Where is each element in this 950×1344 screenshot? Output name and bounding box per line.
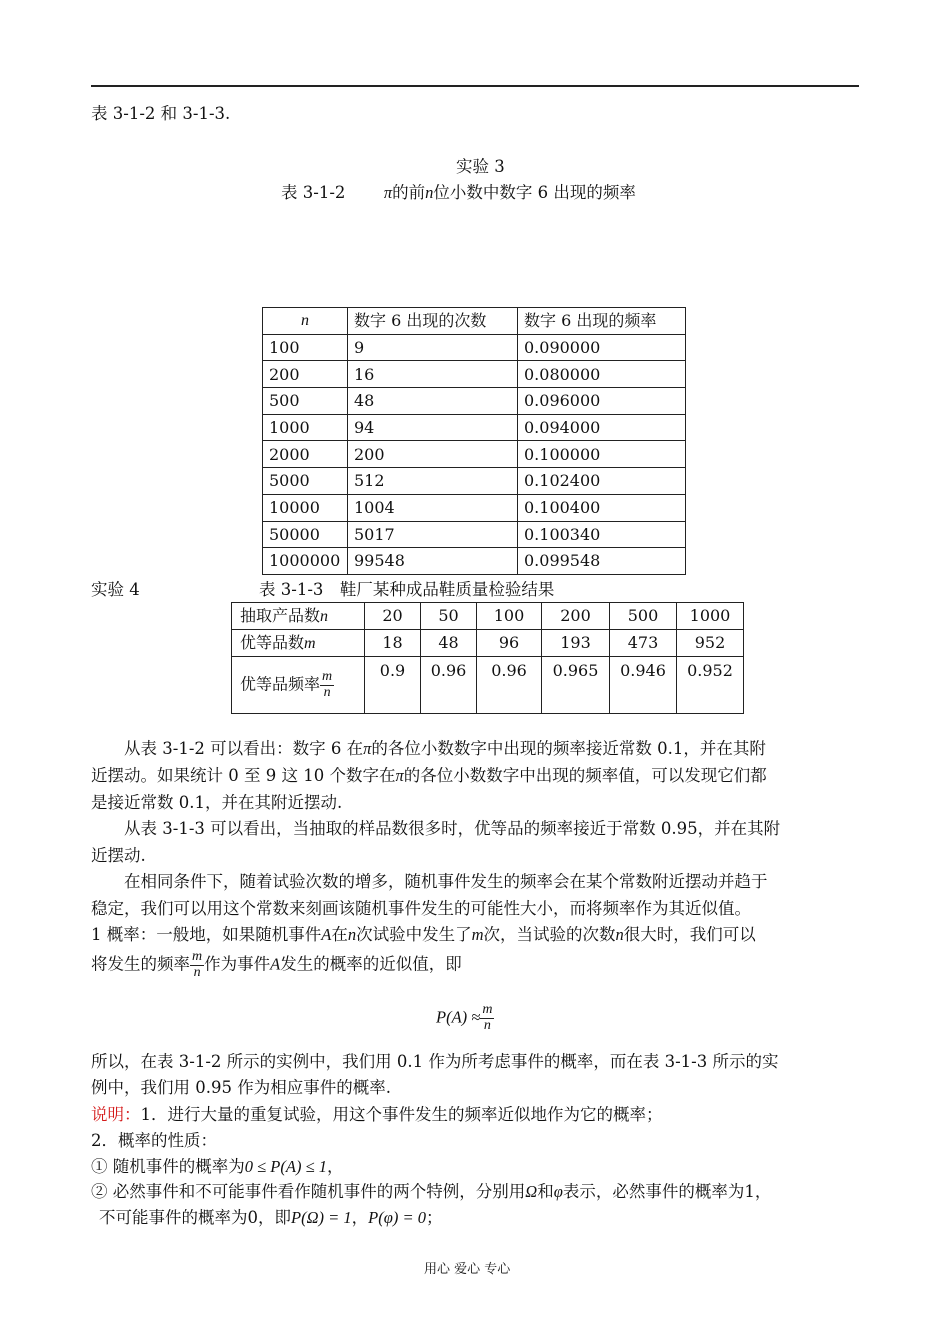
note-label: 说明： xyxy=(91,1105,141,1124)
text: 的各位小数数字中出现的频率接近常数 0.1，并在其附 xyxy=(371,739,766,758)
cell-value: 100 xyxy=(477,603,542,630)
header-count: 数字 6 出现的次数 xyxy=(348,308,518,335)
phi-symbol: φ xyxy=(553,1182,563,1201)
cell-frequency: 0.100340 xyxy=(518,521,686,548)
table-row xyxy=(263,441,686,468)
cell-count: 48 xyxy=(348,388,518,415)
cell-value: 0.96 xyxy=(477,657,542,714)
cell-value: 0.96 xyxy=(421,657,477,714)
cell-frequency: 0.090000 xyxy=(518,334,686,361)
table-row xyxy=(232,630,744,657)
table-row xyxy=(263,521,686,548)
cell-frequency: 0.080000 xyxy=(518,361,686,388)
paragraph-line: 在相同条件下，随着试验次数的增多，随机事件发生的频率会在某个常数附近摆动并趋于 xyxy=(124,872,768,891)
table-row xyxy=(232,603,744,630)
probability-range: 0 ≤ P(A) ≤ 1 xyxy=(244,1157,328,1176)
paragraph-line xyxy=(91,766,861,786)
label-text: 抽取产品数 xyxy=(240,605,321,625)
cell-count: 512 xyxy=(348,468,518,495)
text: 和 xyxy=(537,1182,554,1201)
label-text: 优等品数 xyxy=(240,632,305,652)
formula-lhs: P(A) ≈ xyxy=(436,1007,481,1027)
paragraph-line: 例中，我们用 0.95 作为相应事件的概率. xyxy=(91,1078,391,1097)
fraction-numerator: m xyxy=(192,949,203,964)
text: 发生的概率的近似值，即 xyxy=(280,954,462,974)
n-variable: n xyxy=(615,925,624,944)
A-variable: A xyxy=(270,954,281,974)
text: 将发生的频率 xyxy=(91,954,190,974)
text: 不可能事件的概率为 xyxy=(99,1208,248,1227)
cell-value: 0.965 xyxy=(542,657,610,714)
cell-value: 0.946 xyxy=(610,657,677,714)
row-label-quality-count xyxy=(232,630,365,657)
text: ① 随机事件的概率为 xyxy=(91,1157,245,1176)
text: 表示，必然事件的概率为 xyxy=(562,1182,745,1201)
cell-value: 1000 xyxy=(677,603,744,630)
fraction-denominator: n xyxy=(193,964,201,980)
fraction-numerator: m xyxy=(322,668,333,684)
text: ； xyxy=(425,1208,443,1227)
pi-symbol: π xyxy=(383,183,393,202)
header-n: n xyxy=(263,308,348,335)
cell-frequency: 0.100000 xyxy=(518,441,686,468)
text: 的各位小数数字中出现的频率值，可以发现它们都 xyxy=(403,766,767,785)
text: 近摆动。如果统计 0 至 9 这 10 个数字在 xyxy=(91,766,396,785)
fraction-numerator: m xyxy=(482,1002,493,1017)
fraction-denominator: n xyxy=(323,684,331,700)
table-row xyxy=(263,494,686,521)
cell-n: 1000000 xyxy=(263,548,348,575)
table1-caption xyxy=(281,183,636,203)
cell-n: 2000 xyxy=(263,441,348,468)
cell-frequency: 0.100400 xyxy=(518,494,686,521)
pi-symbol: π xyxy=(395,766,404,785)
cell-n: 5000 xyxy=(263,468,348,495)
paragraph-line: 所以，在表 3-1-2 所示的实例中，我们用 0.1 作为所考虑事件的概率，而在表 3-1-3 所示的实 xyxy=(91,1052,779,1071)
text: ，即 xyxy=(258,1208,291,1227)
text: ， xyxy=(754,1182,772,1201)
cell-frequency: 0.099548 xyxy=(518,548,686,575)
m-over-n-fraction xyxy=(190,950,204,980)
cell-count: 9 xyxy=(348,334,518,361)
cell-count: 5017 xyxy=(348,521,518,548)
property-line xyxy=(91,1182,861,1202)
m-over-n-fraction xyxy=(320,670,334,700)
text: 1 概率：一般地，如果随机事件 xyxy=(91,925,322,944)
paragraph-line: 近摆动. xyxy=(91,846,146,865)
table-row xyxy=(263,334,686,361)
text: 1．进行大量的重复试验，用这个事件发生的频率近似地作为它的概率； xyxy=(140,1105,663,1124)
cell-frequency: 0.096000 xyxy=(518,388,686,415)
cell-n: 100 xyxy=(263,334,348,361)
definition-line xyxy=(91,925,861,945)
omega-symbol: Ω xyxy=(525,1182,538,1201)
row-label-quality-frequency xyxy=(232,657,365,714)
cell-frequency: 0.102400 xyxy=(518,468,686,495)
cell-value: 96 xyxy=(477,630,542,657)
cell-count: 16 xyxy=(348,361,518,388)
intro-line: 表 3-1-2 和 3-1-3. xyxy=(91,104,231,123)
cell-value: 473 xyxy=(610,630,677,657)
cell-count: 99548 xyxy=(348,548,518,575)
cell-value: 500 xyxy=(610,603,677,630)
text: 很大时，我们可以 xyxy=(623,925,756,944)
cell-value: 200 xyxy=(542,603,610,630)
A-variable: A xyxy=(321,925,332,944)
value-zero: 0 xyxy=(247,1208,258,1227)
cell-count: 94 xyxy=(348,414,518,441)
n-variable: n xyxy=(425,183,434,202)
property-line xyxy=(99,1208,869,1228)
caption-label: 表 3-1-2 xyxy=(281,183,346,202)
cell-n: 500 xyxy=(263,388,348,415)
n-variable: n xyxy=(347,925,357,944)
cell-value: 18 xyxy=(365,630,421,657)
cell-n: 200 xyxy=(263,361,348,388)
text: 作为事件 xyxy=(204,954,271,974)
value-one: 1 xyxy=(744,1182,755,1201)
table-row xyxy=(263,468,686,495)
probability-formula xyxy=(436,1003,494,1033)
paragraph-line: 是接近常数 0.1，并在其附近摆动. xyxy=(91,793,343,812)
table-row xyxy=(263,361,686,388)
page-footer: 用心 爱心 专心 xyxy=(424,1262,511,1277)
text: ， xyxy=(351,1208,369,1227)
row-label-sample-count xyxy=(232,603,365,630)
cell-value: 193 xyxy=(542,630,610,657)
definition-line xyxy=(91,950,861,980)
note-line: 2．概率的性质： xyxy=(91,1131,217,1150)
table-header-row xyxy=(263,308,686,335)
experiment3-title: 实验 3 xyxy=(456,157,505,176)
cell-value: 0.952 xyxy=(677,657,744,714)
header-rule xyxy=(91,85,859,87)
m-over-n-fraction xyxy=(480,1003,494,1033)
table2-caption: 表 3-1-3 鞋厂某种成品鞋质量检验结果 xyxy=(259,580,555,599)
paragraph-line: 从表 3-1-3 可以看出，当抽取的样品数很多时，优等品的频率接近于常数 0.95，并在其附 xyxy=(124,819,781,838)
text: 次试验中发生了 xyxy=(356,925,472,944)
fraction-denominator: n xyxy=(483,1017,491,1033)
cell-frequency: 0.094000 xyxy=(518,414,686,441)
cell-n: 1000 xyxy=(263,414,348,441)
table-row xyxy=(232,657,744,714)
property-line xyxy=(91,1157,861,1177)
cell-value: 0.9 xyxy=(365,657,421,714)
header-frequency: 数字 6 出现的频率 xyxy=(518,308,686,335)
cell-value: 952 xyxy=(677,630,744,657)
cell-n: 50000 xyxy=(263,521,348,548)
pi-digit-frequency-table xyxy=(262,307,686,575)
certain-event-probability: P(Ω) = 1 xyxy=(291,1208,352,1227)
table-row xyxy=(263,548,686,575)
impossible-event-probability: P(φ) = 0 xyxy=(368,1208,426,1227)
paragraph-line xyxy=(124,739,894,759)
paragraph-line: 稳定，我们可以用这个常数来刻画该随机事件发生的可能性大小，而将频率作为其近似值。 xyxy=(91,899,751,918)
note-line xyxy=(91,1105,861,1125)
label-text: 优等品频率 xyxy=(240,674,321,694)
table-row xyxy=(263,388,686,415)
table-row xyxy=(263,414,686,441)
m-variable: m xyxy=(471,925,484,944)
m-variable: m xyxy=(304,634,316,652)
caption-text-1: 的前 xyxy=(392,183,426,202)
cell-n: 10000 xyxy=(263,494,348,521)
cell-value: 20 xyxy=(365,603,421,630)
text: ② 必然事件和不可能事件看作随机事件的两个特例，分别用 xyxy=(91,1182,526,1201)
cell-value: 50 xyxy=(421,603,477,630)
text: 次，当试验的次数 xyxy=(483,925,616,944)
text: 从表 3-1-2 可以看出：数字 6 在 xyxy=(124,739,364,758)
cell-value: 48 xyxy=(421,630,477,657)
text: ， xyxy=(327,1157,344,1176)
cell-count: 200 xyxy=(348,441,518,468)
caption-text-2: 位小数中数字 6 出现的频率 xyxy=(433,183,636,202)
pi-symbol: π xyxy=(363,739,372,758)
text: 在 xyxy=(331,925,348,944)
n-variable: n xyxy=(320,607,329,625)
experiment4-label: 实验 4 xyxy=(91,580,140,599)
cell-count: 1004 xyxy=(348,494,518,521)
shoe-quality-table xyxy=(231,602,744,714)
